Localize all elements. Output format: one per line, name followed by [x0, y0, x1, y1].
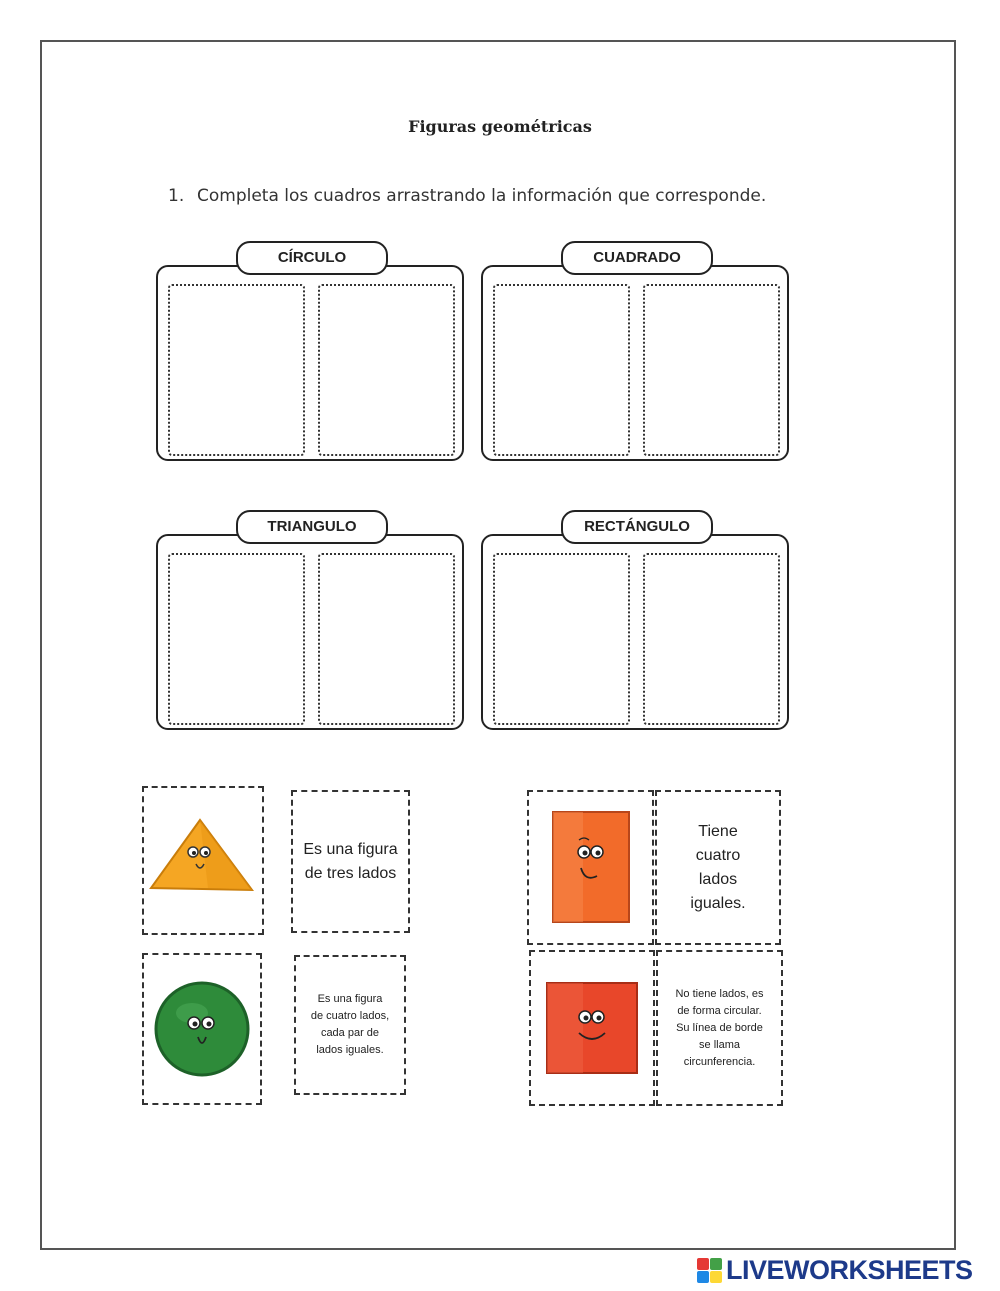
- card-text-pairs-equal-sides: Es una figura de cuatro lados, cada par de lados iguales.: [310, 993, 390, 1056]
- category-panel: [156, 265, 464, 461]
- category-label-rectangulo: RECTÁNGULO: [561, 510, 713, 544]
- drop-slot-triangulo-2[interactable]: [318, 553, 455, 725]
- category-circulo: [156, 241, 464, 439]
- drop-slot-rectangulo-1[interactable]: [493, 553, 630, 725]
- card-text-no-sides: No tiene lados, es de forma circular. Su línea de borde se llama circunferencia.: [675, 987, 764, 1068]
- drop-slot-cuadrado-2[interactable]: [643, 284, 780, 456]
- logo-tiles-icon: [697, 1258, 722, 1283]
- drop-slot-circulo-1[interactable]: [168, 284, 305, 456]
- category-label-triangulo: TRIANGULO: [236, 510, 388, 544]
- brand-name: LIVEWORKSHEETS: [726, 1254, 973, 1285]
- drop-slot-rectangulo-2[interactable]: [643, 553, 780, 725]
- card-text-three-sides: Es una figura de tres lados: [303, 840, 398, 882]
- category-panel: [481, 265, 789, 461]
- category-rectangulo: [481, 510, 789, 708]
- drop-slot-circulo-2[interactable]: [318, 284, 455, 456]
- category-panel: [481, 534, 789, 730]
- drag-card-pairs-equal-sides[interactable]: [294, 955, 406, 1095]
- instruction-number: 1.: [168, 186, 185, 206]
- drop-slot-triangulo-1[interactable]: [168, 553, 305, 725]
- circle-face-icon: [152, 979, 252, 1079]
- drag-card-rectangle-image[interactable]: [527, 790, 654, 945]
- drag-card-three-sides[interactable]: [291, 790, 410, 933]
- category-panel: [156, 534, 464, 730]
- drag-card-four-equal-sides[interactable]: [655, 790, 781, 945]
- drop-slot-cuadrado-1[interactable]: [493, 284, 630, 456]
- category-triangulo: [156, 510, 464, 708]
- rectangle-face-icon: [551, 810, 631, 925]
- drag-card-no-sides[interactable]: [656, 950, 783, 1106]
- worksheet-title: Figuras geométricas: [408, 117, 592, 136]
- drag-card-square-image[interactable]: [529, 950, 655, 1106]
- category-cuadrado: [481, 241, 789, 439]
- instruction: [168, 186, 766, 206]
- drag-card-circle-image[interactable]: [142, 953, 262, 1105]
- card-text-four-equal-sides: Tiene cuatro lados iguales.: [690, 822, 746, 912]
- instruction-text: Completa los cuadros arrastrando la información que corresponde.: [197, 186, 767, 206]
- liveworksheets-logo: [697, 1254, 973, 1286]
- square-face-icon: [545, 981, 639, 1075]
- category-label-cuadrado: CUADRADO: [561, 241, 713, 275]
- drag-card-triangle-image[interactable]: [142, 786, 264, 935]
- triangle-face-icon: [148, 816, 258, 906]
- category-label-circulo: CÍRCULO: [236, 241, 388, 275]
